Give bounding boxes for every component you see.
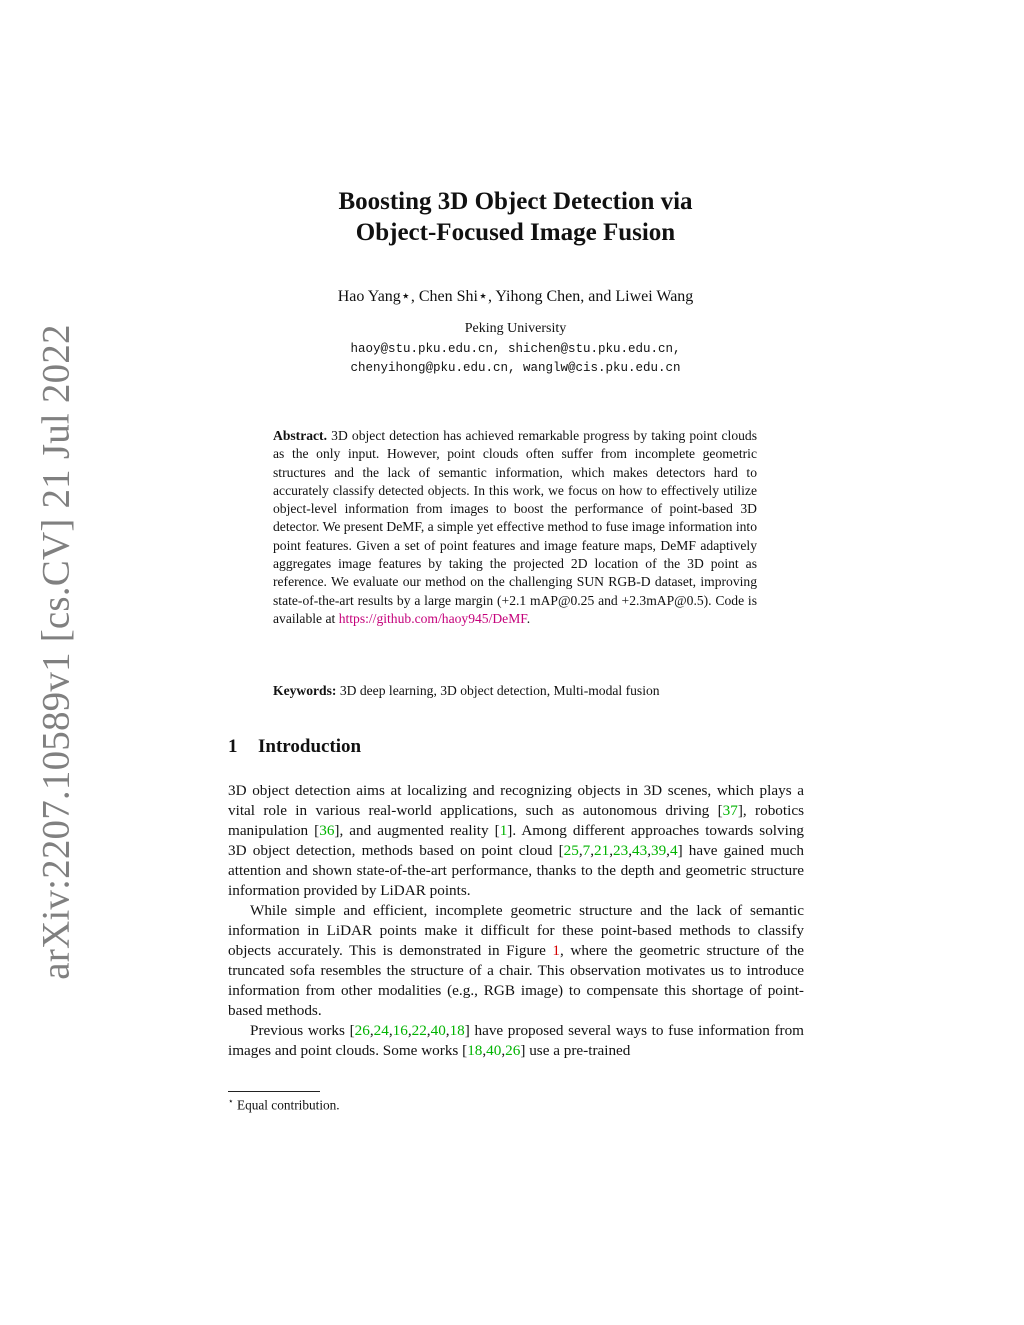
text-run: Previous works [: [250, 1022, 355, 1039]
arxiv-identifier: [26, 324, 86, 980]
paragraph-2: [228, 901, 804, 1021]
citation-link[interactable]: 7: [582, 842, 591, 859]
title-line-2: Object-Focused Image Fusion: [355, 219, 676, 246]
footnote: [228, 1096, 340, 1113]
section-heading: [228, 736, 361, 758]
email-addresses: [228, 340, 803, 378]
text-run: ], robotics manipulation [: [228, 802, 804, 839]
citation-link[interactable]: 26: [354, 1022, 370, 1039]
paragraph-3: Previous works [26,24,16,22,40,18] have proposed several ways to fuse information from images and point clouds. Some works [18,40,26] use a pre-trained: [228, 1022, 804, 1059]
email-line-2: chenyihong@pku.edu.cn, wanglw@cis.pku.edu.cn: [350, 361, 681, 375]
keywords-text: 3D deep learning, 3D object detection, Multi-modal fusion: [339, 683, 660, 698]
keywords-label: Keywords:: [273, 683, 337, 698]
introduction-body: [228, 781, 804, 1061]
citation-link[interactable]: 22: [411, 1022, 427, 1039]
citation-link[interactable]: 4: [669, 842, 678, 859]
footnote-divider: [228, 1091, 320, 1092]
footnote-text: Equal contribution.: [236, 1097, 340, 1113]
paragraph-1: 3D object detection aims at localizing and recognizing objects in 3D scenes, which plays a vital role in various real-world applications, such as autonomous driving [37], robotics manipulation [36], and augmented reality [1]. Among different approaches towards solving 3D object detection, methods based on point cloud [25,7,21,23,43,39,4] have gained much attention and shown state-of-the-art performance, thanks to the depth and geometric structure information provided by LiDAR points.: [228, 782, 805, 899]
text-run: ], and augmented reality [: [334, 822, 500, 839]
text-run: ] have proposed several ways to fuse information from images and point clouds. Some works [: [228, 1022, 804, 1059]
citation-link[interactable]: 43: [632, 842, 648, 859]
arxiv-identifier-text: arXiv:2207.10589v1 [cs.CV] 21 Jul 2022: [34, 324, 78, 980]
title-line-1: Boosting 3D Object Detection via: [338, 188, 693, 215]
text-run: 3D object detection aims at localizing and recognizing objects in 3D scenes, which plays a vital role in various real-world applications, such as autonomous driving [: [228, 782, 804, 819]
section-title: Introduction: [258, 736, 362, 757]
paper-title: [228, 186, 803, 248]
abstract-label: Abstract.: [273, 428, 327, 443]
abstract-text: 3D object detection has achieved remarkable progress by taking point clouds as the only input. However, point clouds often suffer from incomplete geometric structures and the lack of semantic information, which makes detectors hard to accurately classify detected objects. In this work, we focus on how to effectively utilize object-level information from images to boost the performance of point-based 3D detector. We present DeMF, a simple yet effective method to fuse image information into point features. Given a set of point features and image feature maps, DeMF adaptively aggregates image features by taking the projected 2D location of the 3D point as reference. We evaluate our method on the challenging SUN RGB-D dataset, improving state-of-the-art results by a large margin (+2.1 mAP@0.25 and +2.3mAP@0.5). Code is available at: [273, 428, 757, 626]
abstract: [273, 427, 757, 628]
citation-link[interactable]: 37: [722, 802, 738, 819]
text-run: , where the geometric structure of the truncated sofa resembles the structure of a chair. This observation motivates us to introduce information from other modalities (e.g., RGB image) to compensate this shortage of point-based methods.: [228, 942, 805, 1019]
citation-link[interactable]: 39: [650, 842, 667, 859]
citation-link[interactable]: 18: [449, 1022, 465, 1039]
text-run: ] have gained much attention and shown state-of-the-art performance, thanks to the depth and geometric structure information provided by LiDAR points.: [228, 842, 804, 899]
citation-link[interactable]: 25: [563, 842, 579, 859]
citation-link[interactable]: 1: [499, 822, 508, 839]
text-run: ]. Among different approaches towards solving 3D object detection, methods based on point cloud [: [228, 822, 805, 859]
citation-link[interactable]: 36: [319, 822, 335, 839]
author-list: Hao Yang⋆, Chen Shi⋆, Yihong Chen, and Liwei Wang: [337, 288, 694, 305]
citation-link[interactable]: 23: [613, 842, 629, 859]
citation-link[interactable]: 40: [486, 1042, 502, 1059]
text-run: ] use a pre-trained: [520, 1042, 631, 1059]
citation-link[interactable]: 24: [373, 1022, 389, 1039]
code-link[interactable]: https://github.com/haoy945/DeMF: [338, 610, 527, 626]
citation-link[interactable]: 18: [467, 1042, 483, 1059]
citation-link[interactable]: 40: [430, 1022, 446, 1039]
citation-link[interactable]: 16: [392, 1022, 408, 1039]
affiliation: Peking University: [464, 321, 567, 336]
citation-link[interactable]: 21: [594, 842, 610, 859]
figure-ref-link[interactable]: 1: [552, 942, 561, 959]
section-number: 1: [228, 736, 238, 757]
citation-link[interactable]: 26: [505, 1042, 521, 1059]
footnote-mark: ⋆: [228, 1096, 234, 1106]
abstract-end: .: [526, 610, 531, 626]
email-line-1: haoy@stu.pku.edu.cn, shichen@stu.pku.edu.cn,: [350, 342, 681, 356]
keywords: [273, 683, 763, 699]
text-run: While simple and efficient, incomplete geometric structure and the lack of semantic information in LiDAR points make it difficult for these point-based methods to classify objects accurately. This is demonstrated in Figure: [228, 902, 804, 959]
